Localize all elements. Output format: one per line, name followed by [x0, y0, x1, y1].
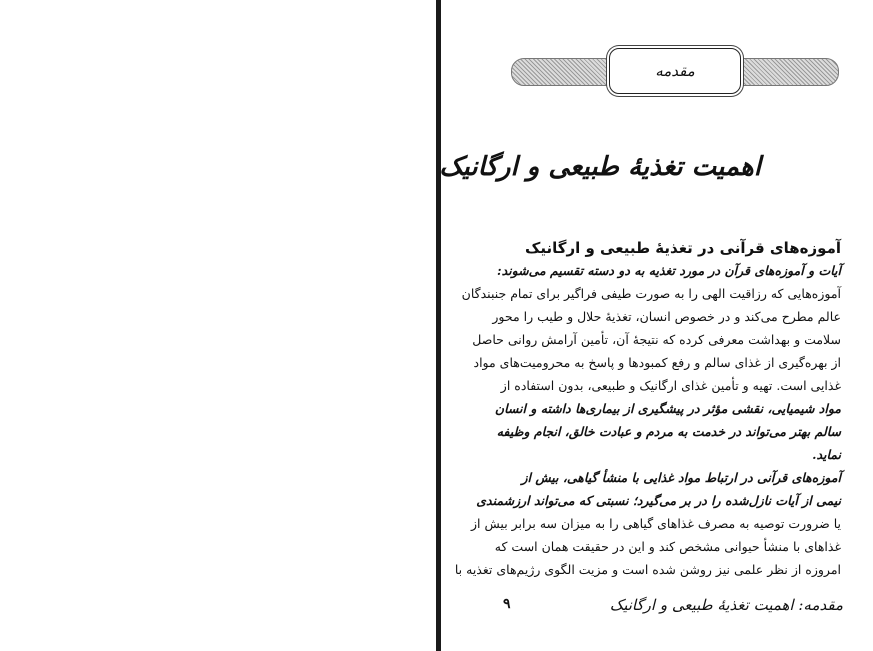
text-line: غذایی است. تهیه و تأمین غذای ارگانیک و طبیعی، بدون استفاده از: [500, 378, 841, 393]
right-page: [441, 0, 873, 651]
header-label: مقدمه: [655, 62, 695, 80]
text-line: آموزه‌های قرآنی در ارتباط مواد غذایی با منشأ گیاهی، بیش از: [521, 470, 841, 485]
header-frame: [609, 48, 741, 94]
page-number: ۹: [503, 596, 511, 612]
text-line: از بهره‌گیری از غذای سالم و رفع کمبودها و پاسخ به محرومیت‌های مواد: [473, 355, 841, 370]
chapter-title: اهمیت تغذیهٔ طبیعی و ارگانیک: [439, 152, 761, 182]
text-line: آیات و آموزه‌های قرآن در مورد تغذیه به دو دسته تقسیم می‌شوند:: [496, 263, 841, 278]
text-line: آموزه‌هایی که رزاقیت الهی را به صورت طیفی فراگیر برای تمام جنبندگان: [461, 286, 841, 301]
text-line: عالم مطرح می‌کند و در خصوص انسان، تغذیهٔ حلال و طیب را محور: [492, 309, 841, 324]
text-line: سلامت و بهداشت معرفی کرده که نتیجهٔ آن، تأمین آرامش روانی حاصل: [472, 332, 841, 347]
text-line: مواد شیمیایی، نقشی مؤثر در پیشگیری از بیماری‌ها داشته و انسان: [494, 401, 841, 416]
text-line: یا ضرورت توصیه به مصرف غذاهای گیاهی را به میزان سه برابر بیش از: [471, 516, 841, 531]
text-line: نماید.: [812, 447, 841, 462]
text-line: غذاهای با منشأ حیوانی مشخص کند و این در حقیقت همان است که: [494, 539, 841, 554]
left-blank-page: [0, 0, 436, 651]
section-heading: آموزه‌های قرآنی در تغذیهٔ طبیعی و ارگانیک: [525, 239, 841, 257]
running-title: مقدمه: اهمیت تغذیهٔ طبیعی و ارگانیک: [609, 596, 843, 614]
section-content: [454, 238, 841, 581]
text-line: سالم بهتر می‌تواند در خدمت به مردم و عبادت خالق، انجام وظیفه: [496, 424, 841, 439]
text-line: امروزه از نظر علمی نیز روشن شده است و مزیت الگوی رژیم‌های تغذیه با: [454, 562, 841, 577]
page-footer: [503, 596, 843, 620]
text-line: نیمی از آیات نازل‌شده را در بر می‌گیرد؛ نسبتی که می‌تواند ارزشمندی: [476, 493, 841, 508]
header-banner: [511, 48, 837, 94]
